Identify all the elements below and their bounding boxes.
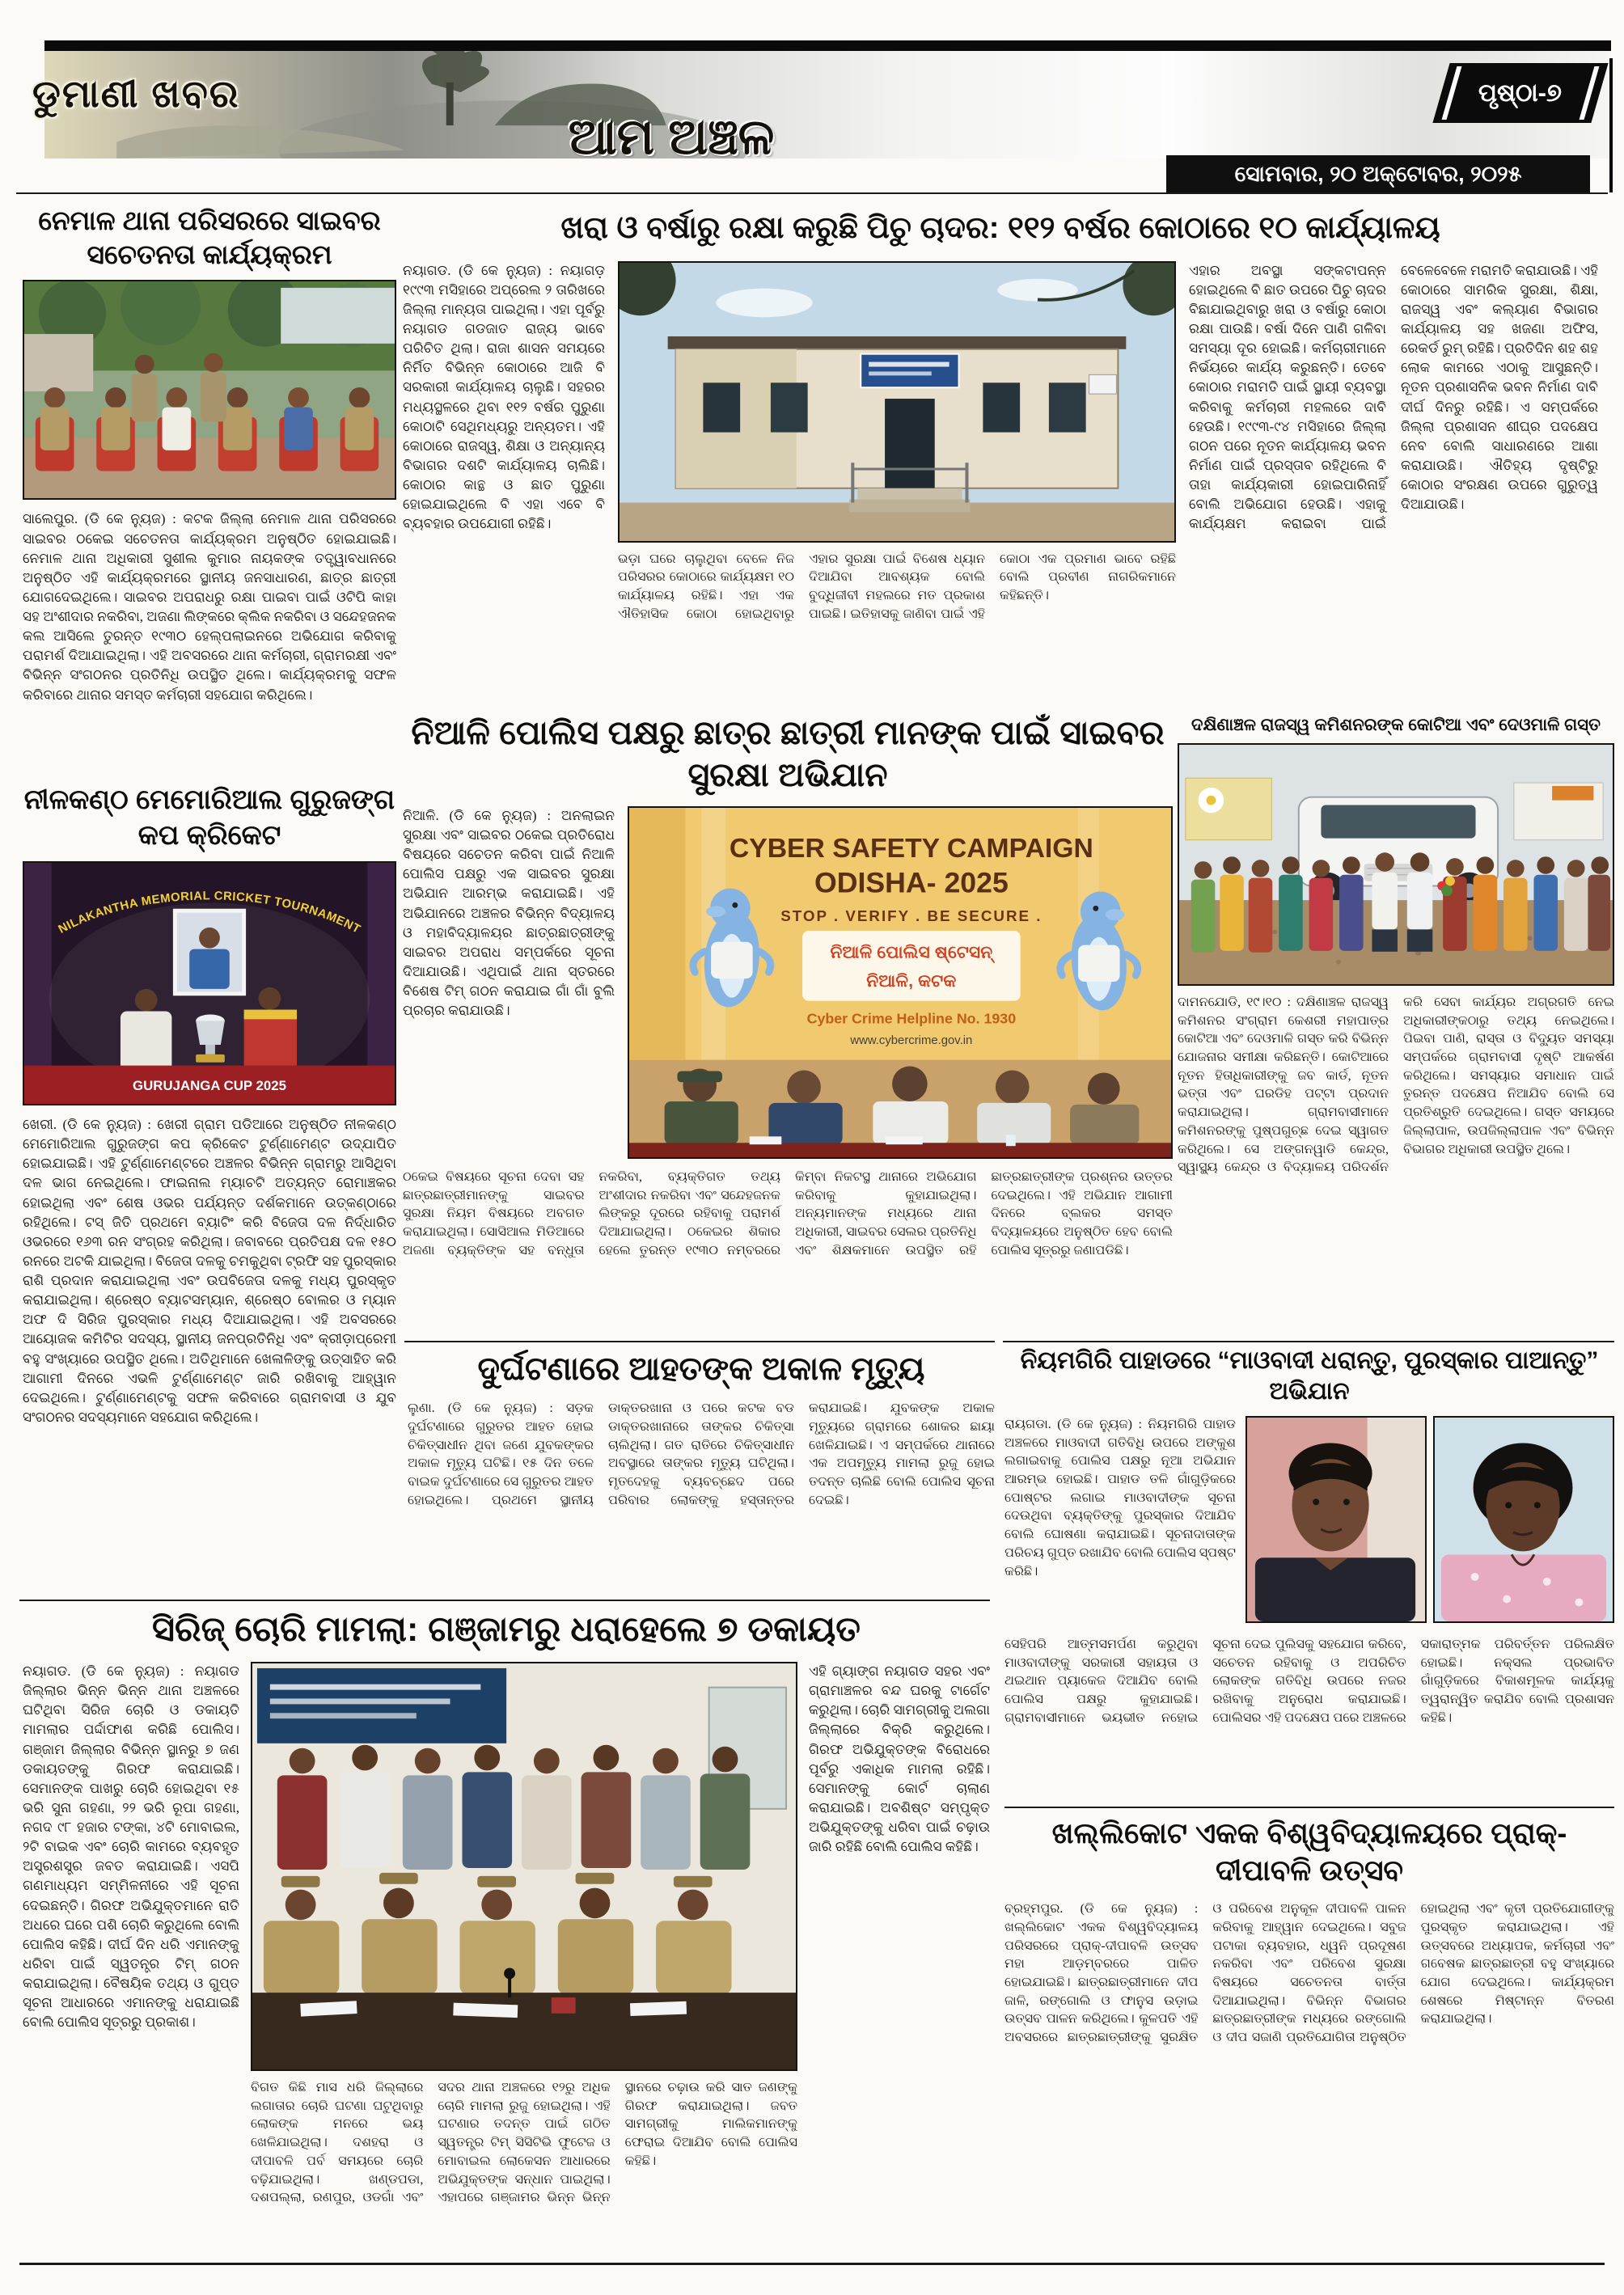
article-column-1: ନୟାଗଡ. (ଡି କେ ନ୍ୟୁଜ) : ନୟାଗଡ଼ ୧୯୯୩ ମସିହାରେ ଅପ୍ରେଲ ୨ ତାରିଖରେ ଜିଲ୍ଲା ମାନ୍ୟତା ପାଇଥିଲା। ଏହା ପୂର୍ବରୁ ନୟାଗଡ ଗଡଜାତ ରାଜ୍ୟ ଭାବେ ପରିଚିତ ଥିଲା। ରାଜା ଶାସନ ସମୟରେ ନିର୍ମିତ ବିଭିନ୍ନ କୋଠାରେ ଆଜି ବି ସରକାରୀ କାର୍ଯ୍ୟାଳୟ ଚାଲୁଛି। ସହରର ମଧ୍ୟସ୍ଥଳରେ ଥିବା ୧୧୨ ବର୍ଷର ପୁରୁଣା କୋଠାଟି ସେଥିମଧ୍ୟରୁ ଅନ୍ୟତମ। ଏହି କୋଠାରେ ରାଜସ୍ୱ, ଶିକ୍ଷା ଓ ଅନ୍ୟାନ୍ୟ ବିଭାଗର ଦଶଟି କାର୍ଯ୍ୟାଳୟ ଚାଲିଛି। କୋଠାର କାନ୍ଥ ଓ ଛାତ ପୁରୁଣା ହୋଇଯାଇଥିଲେ ବି ଏହା ଏବେ ବି ବ୍ୟବହାର ଉପଯୋଗୀ ରହିଛି।	[403, 262, 605, 532]
article-cricket	[23, 783, 396, 1583]
page-number-label: ପୃଷ୍ଠା-୭	[1478, 78, 1563, 107]
section-divider	[404, 1341, 995, 1342]
article-headline: ନୀଳକଣ୍ଠ ମେମୋରିଆଲ ଗୁରୁଜଙ୍ଗ କପ କ୍ରିକେଟ	[23, 784, 395, 851]
banner-subtitle: ODISHA- 2025	[814, 866, 1009, 899]
banner-slogan: STOP . VERIFY . BE SECURE .	[780, 907, 1042, 924]
article-column-1: ନୟାଗଡ. (ଡି କେ ନ୍ୟୁଜ) : ନୟାଗଡ ଜିଲ୍ଲାର ଭିନ୍ନ ଭିନ୍ନ ଥାନା ଅଞ୍ଚଳରେ ଘଟିଥିବା ସିରିଜ ଚୋରି ଓ ଡକାୟତି ମାମଲାର ପର୍ଦ୍ଦାଫାଶ କରିଛି ପୋଲିସ। ଗଞ୍ଜାମ ଜିଲ୍ଲାର ବିଭିନ୍ନ ସ୍ଥାନରୁ ୭ ଜଣ ଡକାୟତଙ୍କୁ ଗିରଫ କରାଯାଇଛି। ସେମାନଙ୍କ ପାଖରୁ ଚୋରି ହୋଇଥିବା ୧୫ ଭରି ସୁନା ଗହଣା, ୨୨ ଭରି ରୂପା ଗହଣା, ନଗଦ ୯୮ ହଜାର ଟଙ୍କା, ୪ଟି ମୋବାଇଲ, ୨ଟି ବାଇକ ଏବଂ ଚୋରି କାମରେ ବ୍ୟବହୃତ ଅସ୍ତ୍ରଶସ୍ତ୍ର ଜବତ କରାଯାଇଛି। ଏସପି ଗଣମାଧ୍ୟମ ସମ୍ମିଳନୀରେ ଏହି ସୂଚନା ଦେଇଛନ୍ତି। ଗିରଫ ଅଭିଯୁକ୍ତମାନେ ରାତି ଅଧରେ ଘରେ ପଶି ଚୋରି କରୁଥିଲେ ବୋଲି ପୋଲିସ କହିଛି। ଦୀର୍ଘ ଦିନ ଧରି ଏମାନଙ୍କୁ ଧରିବା ପାଇଁ ସ୍ୱତନ୍ତ୍ର ଟିମ୍ ଗଠନ କରାଯାଇଥିଲା। ବୈଷୟିକ ତଥ୍ୟ ଓ ଗୁପ୍ତ ସୂଚନା ଆଧାରରେ ଏମାନଙ୍କୁ ଧରାଯାଇଛି ବୋଲି ପୋଲିସ ସୂତ୍ରରୁ ପ୍ରକାଶ।	[23, 1663, 239, 2031]
mugshot-woman-photo	[1433, 1416, 1614, 1623]
article-headline: ନିୟମଗିରି ପାହାଡରେ “ମାଓବାଦୀ ଧରାନ୍ତୁ, ପୁରସ୍କାର ପାଆନ୍ତୁ” ଅଭିଯାନ	[1020, 1347, 1599, 1405]
commissioner-visit-photo	[1178, 743, 1614, 986]
cricket-banner-arc-text: NILAKANTHA MEMORIAL CRICKET TOURNAMENT	[56, 890, 363, 936]
mugshot-man-photo	[1245, 1416, 1427, 1623]
article-below-text: ସେହିପରି ଆତ୍ମସମର୍ପଣ କରୁଥିବା ମାଓବାଦୀଙ୍କୁ ସରକାରୀ ସହାୟତା ଓ ଥଇଥାନ ପ୍ୟାକେଜ ଦିଆଯିବ ବୋଲି ପୋଲିସ ପକ୍ଷରୁ କୁହାଯାଇଛି। ଗ୍ରାମବାସୀମାନେ ଭୟଭୀତ ନହୋଇ ସୂଚନା ଦେଇ ପୁଲିସକୁ ସହଯୋଗ କରିବେ, ସଚେତନ ରହିବାକୁ ଓ ଅପରିଚିତ ଲୋକଙ୍କ ଗତିବିଧି ଉପରେ ନଜର ରଖିବାକୁ ଅନୁରୋଧ କରାଯାଇଛି। ପୋଲିସର ଏହି ପଦକ୍ଷେପ ପରେ ଅଞ୍ଚଳରେ ସକାରାତ୍ମକ ପରିବର୍ତ୍ତନ ପରିଲକ୍ଷିତ ହୋଇଛି। ନକ୍ସଲ ପ୍ରଭାବିତ ଗାଁଗୁଡ଼ିକରେ ବିକାଶମୂଳକ କାର୍ଯ୍ୟକୁ ତ୍ୱରାନ୍ୱିତ କରାଯିବ ବୋଲି ପ୍ରଶାସନ କହିଛି।	[1004, 1637, 1614, 1725]
page-number-badge	[1432, 63, 1608, 123]
article-below-photo-text: ବିଗତ କିଛି ମାସ ଧରି ଜିଲ୍ଲାରେ ଲଗାତାର ଚୋରି ଘଟଣା ଘଟୁଥିବାରୁ ଲୋକଙ୍କ ମନରେ ଭୟ ଖେଳିଯାଇଥିଲା। ଦଶହରା ଓ ଦୀପାବଳି ପର୍ବ ସମୟରେ ଚୋରି ବଢ଼ିଯାଇଥିଲା। ଖଣ୍ଡପଡା, ଦଶପଲ୍ଲା, ରଣପୁର, ଓଡଗାଁ ଏବଂ ସଦର ଥାନା ଅଞ୍ଚଳରେ ୧୨ରୁ ଅଧିକ ଚୋରି ମାମଲା ରୁଜୁ ହୋଇଥିଲା। ଏହି ଘଟଣାର ତଦନ୍ତ ପାଇଁ ଗଠିତ ସ୍ୱତନ୍ତ୍ର ଟିମ୍ ସିସିଟିଭି ଫୁଟେଜ ଓ ମୋବାଇଲ ଲୋକେସନ ଆଧାରରେ ଅଭିଯୁକ୍ତଙ୍କ ସନ୍ଧାନ ପାଇଥିଲା। ଏହାପରେ ଗଞ୍ଜାମର ଭିନ୍ନ ଭିନ୍ନ ସ୍ଥାନରେ ଚଢ଼ାଉ କରି ସାତ ଜଣଙ୍କୁ ଗିରଫ କରାଯାଇଥିଲା। ଜବତ ସାମଗ୍ରୀକୁ ମାଲିକମାନଙ୍କୁ ଫେରାଇ ଦିଆଯିବ ବୋଲି ପୋଲିସ କହିଛି।	[251, 2081, 797, 2205]
newspaper-header	[0, 34, 1624, 192]
banner-helpline: Cyber Crime Helpline No. 1930	[806, 1010, 1017, 1027]
article-headline: ଦକ୍ଷିଣାଞ୍ଚଳ ରାଜସ୍ୱ କମିଶନରଙ୍କ କୋଟିଆ ଏବଂ ଦେଓମାଳି ଗସ୍ତ	[1191, 716, 1601, 734]
banner-website: www.cybercrime.gov.in	[850, 1033, 973, 1047]
cyber-campaign-photo	[628, 806, 1173, 1159]
article-body: ଖେରୀ. (ଡି କେ ନ୍ୟୁଜ) : ଖେରୀ ଗ୍ରାମ ପଡିଆରେ ଅନୁଷ୍ଠିତ ନୀଳକଣ୍ଠ ମେମୋରିଆଲ ଗୁରୁଜଙ୍ଗ କପ କ୍ରିକେଟ ଟୁର୍ଣ୍ଣାମେଣ୍ଟ ଉଦ୍ଯାପିତ ହୋଇଯାଇଛି। ଏହି ଟୁର୍ଣ୍ଣାମେଣ୍ଟରେ ଅଞ୍ଚଳର ବିଭିନ୍ନ ଗ୍ରାମରୁ ଆସିଥିବା ଦଳ ଭାଗ ନେଇଥିଲେ। ଫାଇନାଲ ମ୍ୟାଚଟି ଅତ୍ୟନ୍ତ ରୋମାଞ୍ଚକର ହୋଇଥିଲା ଏବଂ ଶେଷ ଓଭର ପର୍ଯ୍ୟନ୍ତ ଦର୍ଶକମାନେ ଉତ୍କଣ୍ଠାରେ ରହିଥିଲେ। ଟସ୍ ଜିତି ପ୍ରଥମେ ବ୍ୟାଟିଂ କରି ବିଜେତା ଦଳ ନିର୍ଦ୍ଧାରିତ ଓଭରରେ ୧୬୩ ରନ ସଂଗ୍ରହ କରିଥିଲା। ଜବାବରେ ପ୍ରତିପକ୍ଷ ଦଳ ୧୫୦ ରନରେ ଅଟକି ଯାଇଥିଲା। ବିଜେତା ଦଳକୁ ଚମକୁଥିବା ଟ୍ରଫି ସହ ପୁରସ୍କାର ରାଶି ପ୍ରଦାନ କରାଯାଇଥିଲା ଏବଂ ଉପବିଜେତା ଦଳକୁ ମଧ୍ୟ ପୁରସ୍କୃତ କରାଯାଇଥିଲା। ଶ୍ରେଷ୍ଠ ବ୍ୟାଟସମ୍ୟାନ, ଶ୍ରେଷ୍ଠ ବୋଲର ଓ ମ୍ୟାନ ଅଫ ଦି ସିରିଜ ପୁରସ୍କାର ମଧ୍ୟ ଦିଆଯାଇଥିଲା। ଏହି ଅବସରରେ ଆୟୋଜକ କମିଟିର ସଦସ୍ୟ, ସ୍ଥାନୀୟ ଜନପ୍ରତିନିଧି ଏବଂ କ୍ରୀଡ଼ାପ୍ରେମୀ ବହୁ ସଂଖ୍ୟାରେ ଉପସ୍ଥିତ ଥିଲେ। ଅତିଥିମାନେ ଖେଳାଳିଙ୍କୁ ଉତ୍ସାହିତ କରି ଆଗାମୀ ଦିନରେ ଏଭଳି ଟୁର୍ଣ୍ଣାମେଣ୍ଟ ଜାରି ରଖିବାକୁ ଆହ୍ୱାନ ଦେଇଥିଲେ। ଟୁର୍ଣ୍ଣାମେଣ୍ଟକୁ ସଫଳ କରିବାରେ ଗ୍ରାମବାସୀ ଓ ଯୁବ ସଂଗଠନର ସଦସ୍ୟମାନେ ସହଯୋଗ କରିଥିଲେ।	[23, 1117, 396, 1425]
article-commissioner-visit	[1178, 715, 1614, 1295]
article-headline: ନିଆଳି ପୋଲିସ ପକ୍ଷରୁ ଛାତ୍ର ଛାତ୍ରୀ ମାନଙ୍କ ପାଇଁ ସାଇବର ସୁରକ୍ଷା ଅଭିଯାନ	[411, 714, 1165, 794]
date-bar: ସୋମବାର, ୨୦ ଅକ୍ଟୋବର, ୨୦୨୫	[1166, 155, 1590, 192]
article-body: ସାଲେପୁର. (ଡି କେ ନ୍ୟୁଜ) : କଟକ ଜିଲ୍ଲା ନେମାଳ ଥାନା ପରିସରରେ ସାଇବର ଠକେଇ ସଚେତନତା କାର୍ଯ୍ୟକ୍ରମ ଅନୁଷ୍ଠିତ ହୋଇଯାଇଛି। ନେମାଳ ଥାନା ଅଧିକାରୀ ସୁଶୀଲ କୁମାର ନାୟକଙ୍କ ତତ୍ତ୍ୱାବଧାନରେ ଅନୁଷ୍ଠିତ ଏହି କାର୍ଯ୍ୟକ୍ରମରେ ସ୍ଥାନୀୟ ଜନସାଧାରଣ, ଛାତ୍ର ଛାତ୍ରୀ ଯୋଗଦେଇଥିଲେ। ସାଇବର ଅପରାଧରୁ ରକ୍ଷା ପାଇବା ପାଇଁ ଓଟିପି କାହା ସହ ଅଂଶୀଦାର ନକରିବା, ଅଜଣା ଲିଙ୍କରେ କ୍ଲିକ ନକରିବା ଓ ସନ୍ଦେହଜନକ କଲ ଆସିଲେ ତୁରନ୍ତ ୧୯୩୦ ହେଲ୍ପଲାଇନରେ ଅଭିଯୋଗ କରିବାକୁ ପରାମର୍ଶ ଦିଆଯାଇଥିଲା। ଏହି ଅବସରରେ ଥାନା କର୍ମଚାରୀ, ଗ୍ରାମରକ୍ଷୀ ଏବଂ ବିଭିନ୍ନ ସଂଗଠନର ପ୍ରତିନିଧି ଉପସ୍ଥିତ ଥିଲେ। କାର୍ଯ୍ୟକ୍ରମକୁ ସଫଳ କରିବାରେ ଥାନାର ସମସ୍ତ କର୍ମଚାରୀ ସହଯୋଗ କରିଥିଲେ।	[23, 511, 396, 703]
article-headline: ଦୁର୍ଘଟଣାରେ ଆହତଙ୍କ ଅକାଳ ମୃତ୍ୟୁ	[477, 1351, 925, 1387]
section-divider	[1003, 1341, 1614, 1342]
banner-odia-line2: ନିଆଳି, କଟକ	[866, 970, 957, 991]
banner-title: CYBER SAFETY CAMPAIGN	[729, 834, 1093, 864]
article-headline: ଖଲ୍ଲିକୋଟ ଏକକ ବିଶ୍ୱବିଦ୍ୟାଳୟରେ ପ୍ରାକ୍-ଦୀପାବଳି ଉତ୍ସବ	[1051, 1816, 1567, 1887]
article-niyamgiri-campaign	[1004, 1346, 1614, 1791]
header-divider	[16, 192, 1608, 194]
article-khallikote-festival	[1004, 1815, 1614, 2230]
article-below-photo-text: ଭଡ଼ା ଘରେ ଚାଲୁଥିବା ବେଳେ ନିଜ ପରିସରର କୋଠାରେ କାର୍ଯ୍ୟକ୍ଷମ ୧୦ କାର୍ଯ୍ୟାଳୟ ରହିଛି। ଏହା ଏକ ଐତିହାସିକ କୋଠା ହୋଇଥିବାରୁ ଏହାର ସୁରକ୍ଷା ପାଇଁ ବିଶେଷ ଧ୍ୟାନ ଦିଆଯିବା ଆବଶ୍ୟକ ବୋଲି ବୁଦ୍ଧିଜୀବୀ ମହଲରେ ମତ ପ୍ରକାଶ ପାଇଛି। ଇତିହାସକୁ ଜାଣିବା ପାଇଁ ଏହି କୋଠା ଏକ ପ୍ରମାଣ ଭାବେ ରହିଛି ବୋଲି ପ୍ରବୀଣ ନାଗରିକମାନେ କହିଛନ୍ତି।	[618, 552, 1176, 621]
old-office-building-photo	[618, 261, 1176, 543]
police-press-conference-photo	[251, 1662, 797, 2071]
article-body: ଦାମନଯୋଡି, ୧୯।୧୦ : ଦକ୍ଷିଣାଞ୍ଚଳ ରାଜସ୍ୱ କମିଶନର ସଂଗ୍ରାମ କେଶରୀ ମହାପାତ୍ର କୋଟିଆ ଏବଂ ଦେଓମାଳି ଗସ୍ତ କରି ବିଭିନ୍ନ ଯୋଜନାର ସମୀକ୍ଷା କରିଛନ୍ତି। କୋଟିଆରେ ନୂତନ ହିତାଧିକାରୀଙ୍କୁ ଜବ କାର୍ଡ, ନୂତନ ଭତ୍ତା ଏବଂ ଘରଡିହ ପଟ୍ଟା ପ୍ରଦାନ କରାଯାଇଥିଲା। ଗ୍ରାମବାସୀମାନେ କମିଶନରଙ୍କୁ ପୁଷ୍ପଗୁଚ୍ଛ ଦେଇ ସ୍ୱାଗତ କରିଥିଲେ। ସେ ଅଙ୍ଗନୱାଡି କେନ୍ଦ୍ର, ସ୍ୱାସ୍ଥ୍ୟ କେନ୍ଦ୍ର ଓ ବିଦ୍ୟାଳୟ ପରିଦର୍ଶନ କରି ସେବା କାର୍ଯ୍ୟର ଅଗ୍ରଗତି ନେଇ ଅଧିକାରୀଙ୍କଠାରୁ ତଥ୍ୟ ନେଇଥିଲେ। ପିଇବା ପାଣି, ରାସ୍ତା ଓ ବିଦ୍ୟୁତ ସମସ୍ୟା ସମ୍ପର୍କରେ ଗ୍ରାମବାସୀ ଦୃଷ୍ଟି ଆକର୍ଷଣ କରିଥିଲେ। ସମସ୍ୟାର ସମାଧାନ ପାଇଁ ତୁରନ୍ତ ପଦକ୍ଷେପ ନିଆଯିବ ବୋଲି ସେ ପ୍ରତିଶ୍ରୁତି ଦେଇଥିଲେ। ଗସ୍ତ ସମୟରେ ଜିଲ୍ଲାପାଳ, ଉପଜିଲ୍ଲାପାଳ ଏବଂ ବିଭିନ୍ନ ବିଭାଗର ଅଧିକାରୀ ଉପସ୍ଥିତ ଥିଲେ।	[1178, 995, 1614, 1175]
masthead-title: ଡୁମାଣୀ ଖବର	[32, 72, 240, 115]
article-main-offices	[403, 209, 1598, 711]
article-column-3: ଏହାକୁ କାର୍ଯ୍ୟକ୍ଷମ କରାଇବା ପାଇଁ ବେଳେବେଳେ ମରାମତି କରାଯାଉଛି। ଏହି କୋଠାରେ ସାମରିକ ସୁରକ୍ଷା, ଶିକ୍ଷା, ରାଜସ୍ୱ ଏବଂ କଲ୍ୟାଣ ବିଭାଗର କାର୍ଯ୍ୟାଳୟ ସହ ଖଜଣା ଅଫିସ, ରେକର୍ଡ ରୁମ୍ ରହିଛି। ପ୍ରତିଦିନ ଶହ ଶହ ଲୋକ କାମରେ ଏଠାକୁ ଆସୁଛନ୍ତି। ନୂତନ ପ୍ରଶାସନିକ ଭବନ ନିର୍ମାଣ ଦାବି ଦୀର୍ଘ ଦିନରୁ ରହିଛି। ଏ ସମ୍ପର୍କରେ ଜିଲ୍ଲା ପ୍ରଶାସନ ଶୀଘ୍ର ପଦକ୍ଷେପ ନେବ ବୋଲି ସାଧାରଣରେ ଆଶା କରାଯାଉଛି। ଐତିହ୍ୟ ଦୃଷ୍ଟିରୁ କୋଠାର ସଂରକ୍ଷଣ ଉପରେ ଗୁରୁତ୍ୱ ଦିଆଯାଉଛି।	[1189, 262, 1598, 532]
page-bottom-rule	[19, 2263, 1605, 2265]
banner-odia-line1: ନିଆଳି ପୋଲିସ ଷ୍ଟେସନ୍	[830, 941, 993, 962]
section-divider	[19, 1600, 990, 1601]
article-side-column: ରାୟଗଡା. (ଡି କେ ନ୍ୟୁଜ) : ନିୟମଗିରି ପାହାଡ ଅଞ୍ଚଳରେ ମାଓବାଦୀ ଗତିବିଧି ଉପରେ ଅଙ୍କୁଶ ଲଗାଇବାକୁ ପୋଲିସ ପକ୍ଷରୁ ନୂଆ ଅଭିଯାନ ଆରମ୍ଭ ହୋଇଛି। ପାହାଡ ତଳି ଗାଁଗୁଡ଼ିକରେ ପୋଷ୍ଟର ଲଗାଇ ମାଓବାଦୀଙ୍କ ସୂଚନା ଦେଉଥିବା ବ୍ୟକ୍ତିଙ୍କୁ ପୁରସ୍କାର ଦିଆଯିବ ବୋଲି ଘୋଷଣା କରାଯାଇଛି। ସୂଚନାଦାତାଙ୍କ ପରିଚୟ ଗୁପ୍ତ ରଖାଯିବ ବୋଲି ପୋଲିସ ସ୍ପଷ୍ଟ କରିଛି।	[1004, 1417, 1236, 1579]
article-body: ବ୍ରହ୍ମପୁର. (ଡି କେ ନ୍ୟୁଜ) : ଖଲ୍ଲିକୋଟ ଏକକ ବିଶ୍ୱବିଦ୍ୟାଳୟ ପରିସରରେ ପ୍ରାକ୍-ଦୀପାବଳି ଉତ୍ସବ ମହା ଆଡ଼ମ୍ବରରେ ପାଳିତ ହୋଇଯାଇଛି। ଛାତ୍ରଛାତ୍ରୀମାନେ ଦୀପ ଜାଳି, ରଙ୍ଗୋଲି ଓ ଫାନୁସ ଉଡ଼ାଇ ଉତ୍ସବ ପାଳନ କରିଥିଲେ। କୁଳପତି ଏହି ଅବସରରେ ଛାତ୍ରଛାତ୍ରୀଙ୍କୁ ସୁରକ୍ଷିତ ଓ ପରିବେଶ ଅନୁକୂଳ ଦୀପାବଳି ପାଳନ କରିବାକୁ ଆହ୍ୱାନ ଦେଇଥିଲେ। ସବୁଜ ପଟାକା ବ୍ୟବହାର, ଧ୍ୱନି ପ୍ରଦୂଷଣ ନକରିବା ଏବଂ ପରିବେଶ ସୁରକ୍ଷା ବିଷୟରେ ସଚେତନତା ବାର୍ତ୍ତା ଦିଆଯାଇଥିଲା। ବିଭିନ୍ନ ବିଭାଗର ଛାତ୍ରଛାତ୍ରୀଙ୍କ ମଧ୍ୟରେ ରଙ୍ଗୋଲି ଓ ଦୀପ ସଜାଣି ପ୍ରତିଯୋଗିତା ଅନୁଷ୍ଠିତ ହୋଇଥିଲା ଏବଂ କୃତୀ ପ୍ରତିଯୋଗୀଙ୍କୁ ପୁରସ୍କୃତ କରାଯାଇଥିଲା। ଏହି ଉତ୍ସବରେ ଅଧ୍ୟାପକ, କର୍ମଚାରୀ ଏବଂ ଗବେଷକ ଛାତ୍ରଛାତ୍ରୀ ବହୁ ସଂଖ୍ୟାରେ ଯୋଗ ଦେଇଥିଲେ। କାର୍ଯ୍ୟକ୍ରମ ଶେଷରେ ମିଷ୍ଟାନ୍ନ ବିତରଣ କରାଯାଇଥିଲା।	[1004, 1902, 1614, 2045]
section-title: ଆମ ଅଞ୍ଚଳ	[568, 109, 775, 165]
cricket-tournament-photo	[23, 861, 396, 1105]
article-nemal-awareness	[23, 204, 396, 746]
suspect-mugshots	[1245, 1416, 1614, 1623]
article-below-text: ଠକେଇ ବିଷୟରେ ସୂଚନା ଦେବା ସହ ଛାତ୍ରଛାତ୍ରୀମାନଙ୍କୁ ସାଇବର ସୁରକ୍ଷା ନିୟମ ବିଷୟରେ ଅବଗତ କରାଯାଇଥିଲା। ସୋସିଆଲ ମିଡିଆରେ ଅଜଣା ବ୍ୟକ୍ତିଙ୍କ ସହ ବନ୍ଧୁତା ନକରିବା, ବ୍ୟକ୍ତିଗତ ତଥ୍ୟ ଅଂଶୀଦାର ନକରିବା ଏବଂ ସନ୍ଦେହଜନକ ଲିଙ୍କରୁ ଦୂରରେ ରହିବାକୁ ପରାମର୍ଶ ଦିଆଯାଇଥିଲା। ଠକେଇର ଶିକାର ହେଲେ ତୁରନ୍ତ ୧୯୩୦ ନମ୍ବରରେ କିମ୍ବା ନିକଟସ୍ଥ ଥାନାରେ ଅଭିଯୋଗ କରିବାକୁ କୁହାଯାଇଥିଲା। ଅନ୍ୟମାନଙ୍କ ମଧ୍ୟରେ ଥାନା ଅଧିକାରୀ, ସାଇବର ସେଲର ପ୍ରତିନିଧି ଏବଂ ଶିକ୍ଷକମାନେ ଉପସ୍ଥିତ ରହି ଛାତ୍ରଛାତ୍ରୀଙ୍କ ପ୍ରଶ୍ନର ଉତ୍ତର ଦେଇଥିଲେ। ଏହି ଅଭିଯାନ ଆଗାମୀ ଦିନରେ ବ୍ଲକର ସମସ୍ତ ବିଦ୍ୟାଳୟରେ ଅନୁଷ୍ଠିତ ହେବ ବୋଲି ପୋଲିସ ସୂତ୍ରରୁ ଜଣାପଡିଛି।	[403, 1169, 1173, 1257]
article-photo-cell	[251, 1662, 797, 2262]
header-edge-rule	[1609, 58, 1613, 192]
article-body: ଲୁଣା. (ଡି କେ ନ୍ୟୁଜ) : ସଡ଼କ ଦୁର୍ଘଟଣାରେ ଗୁରୁତର ଆହତ ହୋଇ ଚିକିତ୍ସାଧୀନ ଥିବା ଜଣେ ଯୁବକଙ୍କର ଅକାଳ ମୃତ୍ୟୁ ଘଟିଛି। ୧୫ ଦିନ ତଳେ ବାଇକ ଦୁର୍ଘଟଣାରେ ସେ ଗୁରୁତର ଆହତ ହୋଇଥିଲେ। ପ୍ରଥମେ ସ୍ଥାନୀୟ ଡାକ୍ତରଖାନା ଓ ପରେ କଟକ ବଡ ଡାକ୍ତରଖାନାରେ ତାଙ୍କର ଚିକିତ୍ସା ଚାଲିଥିଲା। ଗତ ରାତିରେ ଚିକିତ୍ସାଧୀନ ଅବସ୍ଥାରେ ତାଙ୍କର ମୃତ୍ୟୁ ଘଟିଥିଲା। ମୃତଦେହକୁ ବ୍ୟବଚ୍ଛେଦ ପରେ ପରିବାର ଲୋକଙ୍କୁ ହସ୍ତାନ୍ତର କରାଯାଇଛି। ଯୁବକଙ୍କ ଅକାଳ ମୃତ୍ୟୁରେ ଗ୍ରାମରେ ଶୋକର ଛାୟା ଖେଳିଯାଇଛି। ଏ ସମ୍ପର୍କରେ ଥାନାରେ ଏକ ଅପମୃତ୍ୟୁ ମାମଲା ରୁଜୁ ହୋଇ ତଦନ୍ତ ଚାଲିଛି ବୋଲି ପୋଲିସ ସୂଚନା ଦେଇଛି।	[408, 1401, 995, 1507]
article-side-column: ନିଆଳି. (ଡି କେ ନ୍ୟୁଜ) : ଅନଲାଇନ ସୁରକ୍ଷା ଏବଂ ସାଇବର ଠକେଇ ପ୍ରତିରୋଧ ବିଷୟରେ ସଚେତନ କରିବା ପାଇଁ ନିଆଳି ପୋଲିସ ପକ୍ଷରୁ ଏକ ସାଇବର ସୁରକ୍ଷା ଅଭିଯାନ ଆରମ୍ଭ କରାଯାଇଛି। ଏହି ଅଭିଯାନରେ ଅଞ୍ଚଳର ବିଭିନ୍ନ ବିଦ୍ୟାଳୟ ଓ ମହାବିଦ୍ୟାଳୟର ଛାତ୍ରଛାତ୍ରୀଙ୍କୁ ସାଇବର ଅପରାଧ ସମ୍ପର୍କରେ ସୂଚନା ଦିଆଯାଉଛି। ଏଥିପାଇଁ ଥାନା ସ୍ତରରେ ବିଶେଷ ଟିମ୍ ଗଠନ କରାଯାଇ ଗାଁ ଗାଁ ବୁଲି ପ୍ରଚାର କରାଯାଉଛି।	[403, 807, 615, 1019]
article-column-3: ଏହି ଗ୍ୟାଙ୍ଗ ନୟାଗଡ ସହର ଏବଂ ଗ୍ରାମାଞ୍ଚଳର ବନ୍ଦ ଘରକୁ ଟାର୍ଗେଟ କରୁଥିଲା। ଚୋରି ସାମଗ୍ରୀକୁ ଅଲଗା ଜିଲ୍ଲାରେ ବିକ୍ରି କରୁଥିଲେ। ଗିରଫ ଅଭିଯୁକ୍ତଙ୍କ ବିରୋଧରେ ପୂର୍ବରୁ ଏକାଧିକ ମାମଲା ରହିଛି। ସେମାନଙ୍କୁ କୋର୍ଟ ଚାଲାଣ କରାଯାଇଛି। ଅବଶିଷ୍ଟ ସମ୍ପୃକ୍ତ ଅଭିଯୁକ୍ତଙ୍କୁ ଧରିବା ପାଇଁ ଚଢ଼ାଉ ଜାରି ରହିଛି ବୋଲି ପୋଲିସ କହିଛି।	[809, 1663, 990, 1855]
article-headline: ଖରା ଓ ବର୍ଷାରୁ ରକ୍ଷା କରୁଛି ପିଚୁ ଚାଦର: ୧୧୨ ବର୍ଷର କୋଠାରେ ୧୦ କାର୍ଯ୍ୟାଳୟ	[560, 211, 1440, 245]
police-awareness-photo	[23, 280, 396, 500]
article-photo-cell	[618, 261, 1176, 711]
article-column-2: ଏହାର ଅବସ୍ଥା ସଙ୍କଟାପନ୍ନ ହୋଇଥିଲେ ବି ଛାତ ଉପରେ ପିଚୁ ଚାଦର ବିଛାଯାଇଥିବାରୁ ଖରା ଓ ବର୍ଷାରୁ କୋଠା ରକ୍ଷା ପାଉଛି। ବର୍ଷା ଦିନେ ପାଣି ଗଳିବା ସମସ୍ୟା ଦୂର ହୋଇଛି। କର୍ମଚାରୀମାନେ ନିର୍ଭୟରେ କାର୍ଯ୍ୟ କରୁଛନ୍ତି। ତେବେ କୋଠାର ମରାମତି ପାଇଁ ସ୍ଥାୟୀ ବ୍ୟବସ୍ଥା କରିବାକୁ କର୍ମଚାରୀ ମହଲରେ ଦାବି ହେଉଛି। ୧୯୯୩-୯୪ ମସିହାରେ ଜିଲ୍ଲା ଗଠନ ପରେ ନୂତନ କାର୍ଯ୍ୟାଳୟ ଭବନ ନିର୍ମାଣ ପାଇଁ ପ୍ରସ୍ତାବ ରହିଥିଲେ ବି ତାହା କାର୍ଯ୍ୟକାରୀ ହୋଇପାରିନାହିଁ ବୋଲି ଅଭିଯୋଗ ହେଉଛି।	[1189, 262, 1386, 513]
article-theft-case	[23, 1608, 990, 2262]
cricket-banner-strip-text: GURUJANGA CUP 2025	[133, 1078, 286, 1094]
article-columns-right	[1189, 261, 1598, 711]
article-cyber-campaign	[403, 712, 1173, 1329]
article-accident-death	[408, 1349, 995, 1592]
trophy	[196, 1015, 225, 1063]
section-divider	[1004, 1807, 1614, 1808]
article-headline: ନେମାଳ ଥାନା ପରିସରରେ ସାଇବର ସଚେତନତା କାର୍ଯ୍ୟକ୍ରମ	[38, 205, 381, 270]
article-headline: ସିରିଜ୍ ଚୋରି ମାମଲା: ଗଞ୍ଜାମରୁ ଧରାହେଲେ ୭ ଡକାୟତ	[152, 1610, 861, 1649]
